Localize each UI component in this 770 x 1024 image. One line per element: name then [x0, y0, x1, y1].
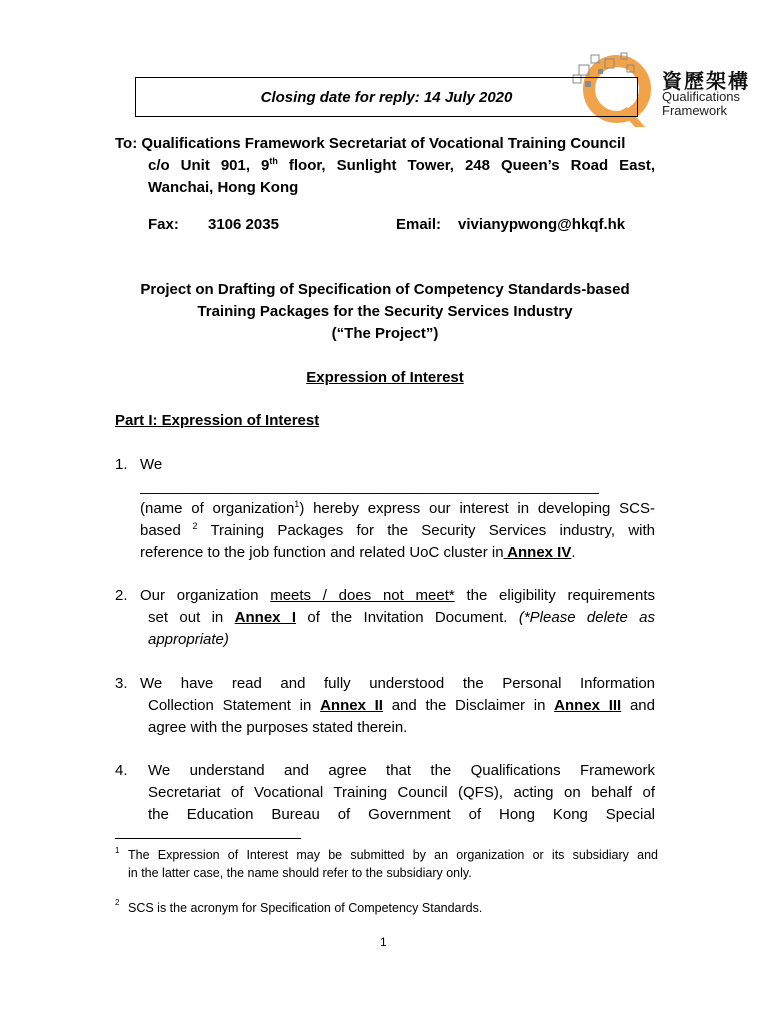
item-2-line-1: Our organization meets / does not meet* the eligibility requirements — [140, 587, 655, 604]
annex-iv-ref: Annex IV — [503, 544, 572, 561]
footnote-divider — [115, 838, 301, 839]
annex-ii-ref: Annex II — [320, 697, 383, 714]
closing-date-box — [135, 77, 638, 117]
footnote-2-mark: 2 — [115, 898, 120, 907]
footnote-2-line-1: SCS is the acronym for Specification of Competency Standards. — [128, 901, 483, 915]
project-title-line-2: Training Packages for the Security Services Industry — [197, 303, 573, 320]
item-3-number: 3. — [115, 675, 128, 692]
logo-english-line1: Qualifications — [662, 89, 741, 104]
to-line-2: c/o Unit 901, 9th floor, Sunlight Tower, 248 Queen’s Road East, — [148, 156, 655, 174]
email-value: vivianypwong@hkqf.hk — [458, 216, 626, 233]
logo-english-line2: Framework — [662, 103, 728, 118]
item-3-line-3: agree with the purposes stated therein. — [148, 719, 408, 736]
item-1-line-4: reference to the job function and related UoC cluster in Annex IV. — [140, 544, 576, 561]
item-2-number: 2. — [115, 587, 128, 604]
footnote-1-mark: 1 — [115, 846, 120, 855]
item-4-number: 4. — [115, 762, 128, 779]
item-2-line-3: appropriate) — [148, 631, 229, 648]
item-4-line-3: the Education Bureau of Government of Hong Kong Special — [148, 806, 655, 823]
item-3-line-1: We have read and fully understood the Personal Information — [140, 675, 655, 692]
item-1-number: 1. — [115, 456, 128, 473]
closing-date-text: Closing date for reply: 14 July 2020 — [260, 88, 513, 106]
item-1-line-3: based $^2$ Training Packages for the Security Services industry, with — [140, 521, 655, 539]
item-4-line-1: We understand and agree that the Qualifications Framework — [148, 762, 655, 779]
email-label: Email: — [396, 216, 442, 233]
item-2-line-2: set out in Annex I of the Invitation Document. (*Please delete as — [148, 609, 655, 626]
fax-label: Fax: — [148, 216, 179, 233]
annex-iii-ref: Annex III — [554, 697, 622, 714]
logo-chinese-text: 資歷架構 — [662, 71, 750, 93]
to-line-1: To: Qualifications Framework Secretariat of Vocational Training Council — [115, 135, 626, 152]
item-4-line-2: Secretariat of Vocational Training Council (QFS), acting on behalf of — [148, 784, 655, 801]
project-title-line-3: (“The Project”) — [331, 325, 439, 342]
page-number: 1 — [380, 935, 387, 949]
to-line-3: Wanchai, Hong Kong — [148, 179, 299, 196]
project-title-line-1: Project on Drafting of Specification of Competency Standards-based — [140, 281, 630, 298]
item-1-line-2: (name of organization$^1$) hereby express our interest in developing SCS- — [140, 499, 656, 517]
footnote-1-line-1: The Expression of Interest may be submitted by an organization or its subsidiary and — [128, 848, 658, 862]
fax-value: 3106 2035 — [208, 216, 279, 233]
item-3-line-2: Collection Statement in Annex II and the Disclaimer in Annex III and — [148, 697, 655, 714]
part-1-heading: Part I: Expression of Interest — [115, 412, 320, 429]
footnote-1-line-2: in the latter case, the name should refer to the subsidiary only. — [128, 866, 472, 880]
meets-option: meets / does not meet* — [270, 587, 455, 604]
heading-expression-of-interest: Expression of Interest — [306, 369, 464, 386]
annex-i-ref: Annex I — [234, 609, 297, 626]
organization-name-blank[interactable]: _______________________________________________________ — [140, 478, 599, 495]
item-1-we: We — [140, 456, 163, 473]
